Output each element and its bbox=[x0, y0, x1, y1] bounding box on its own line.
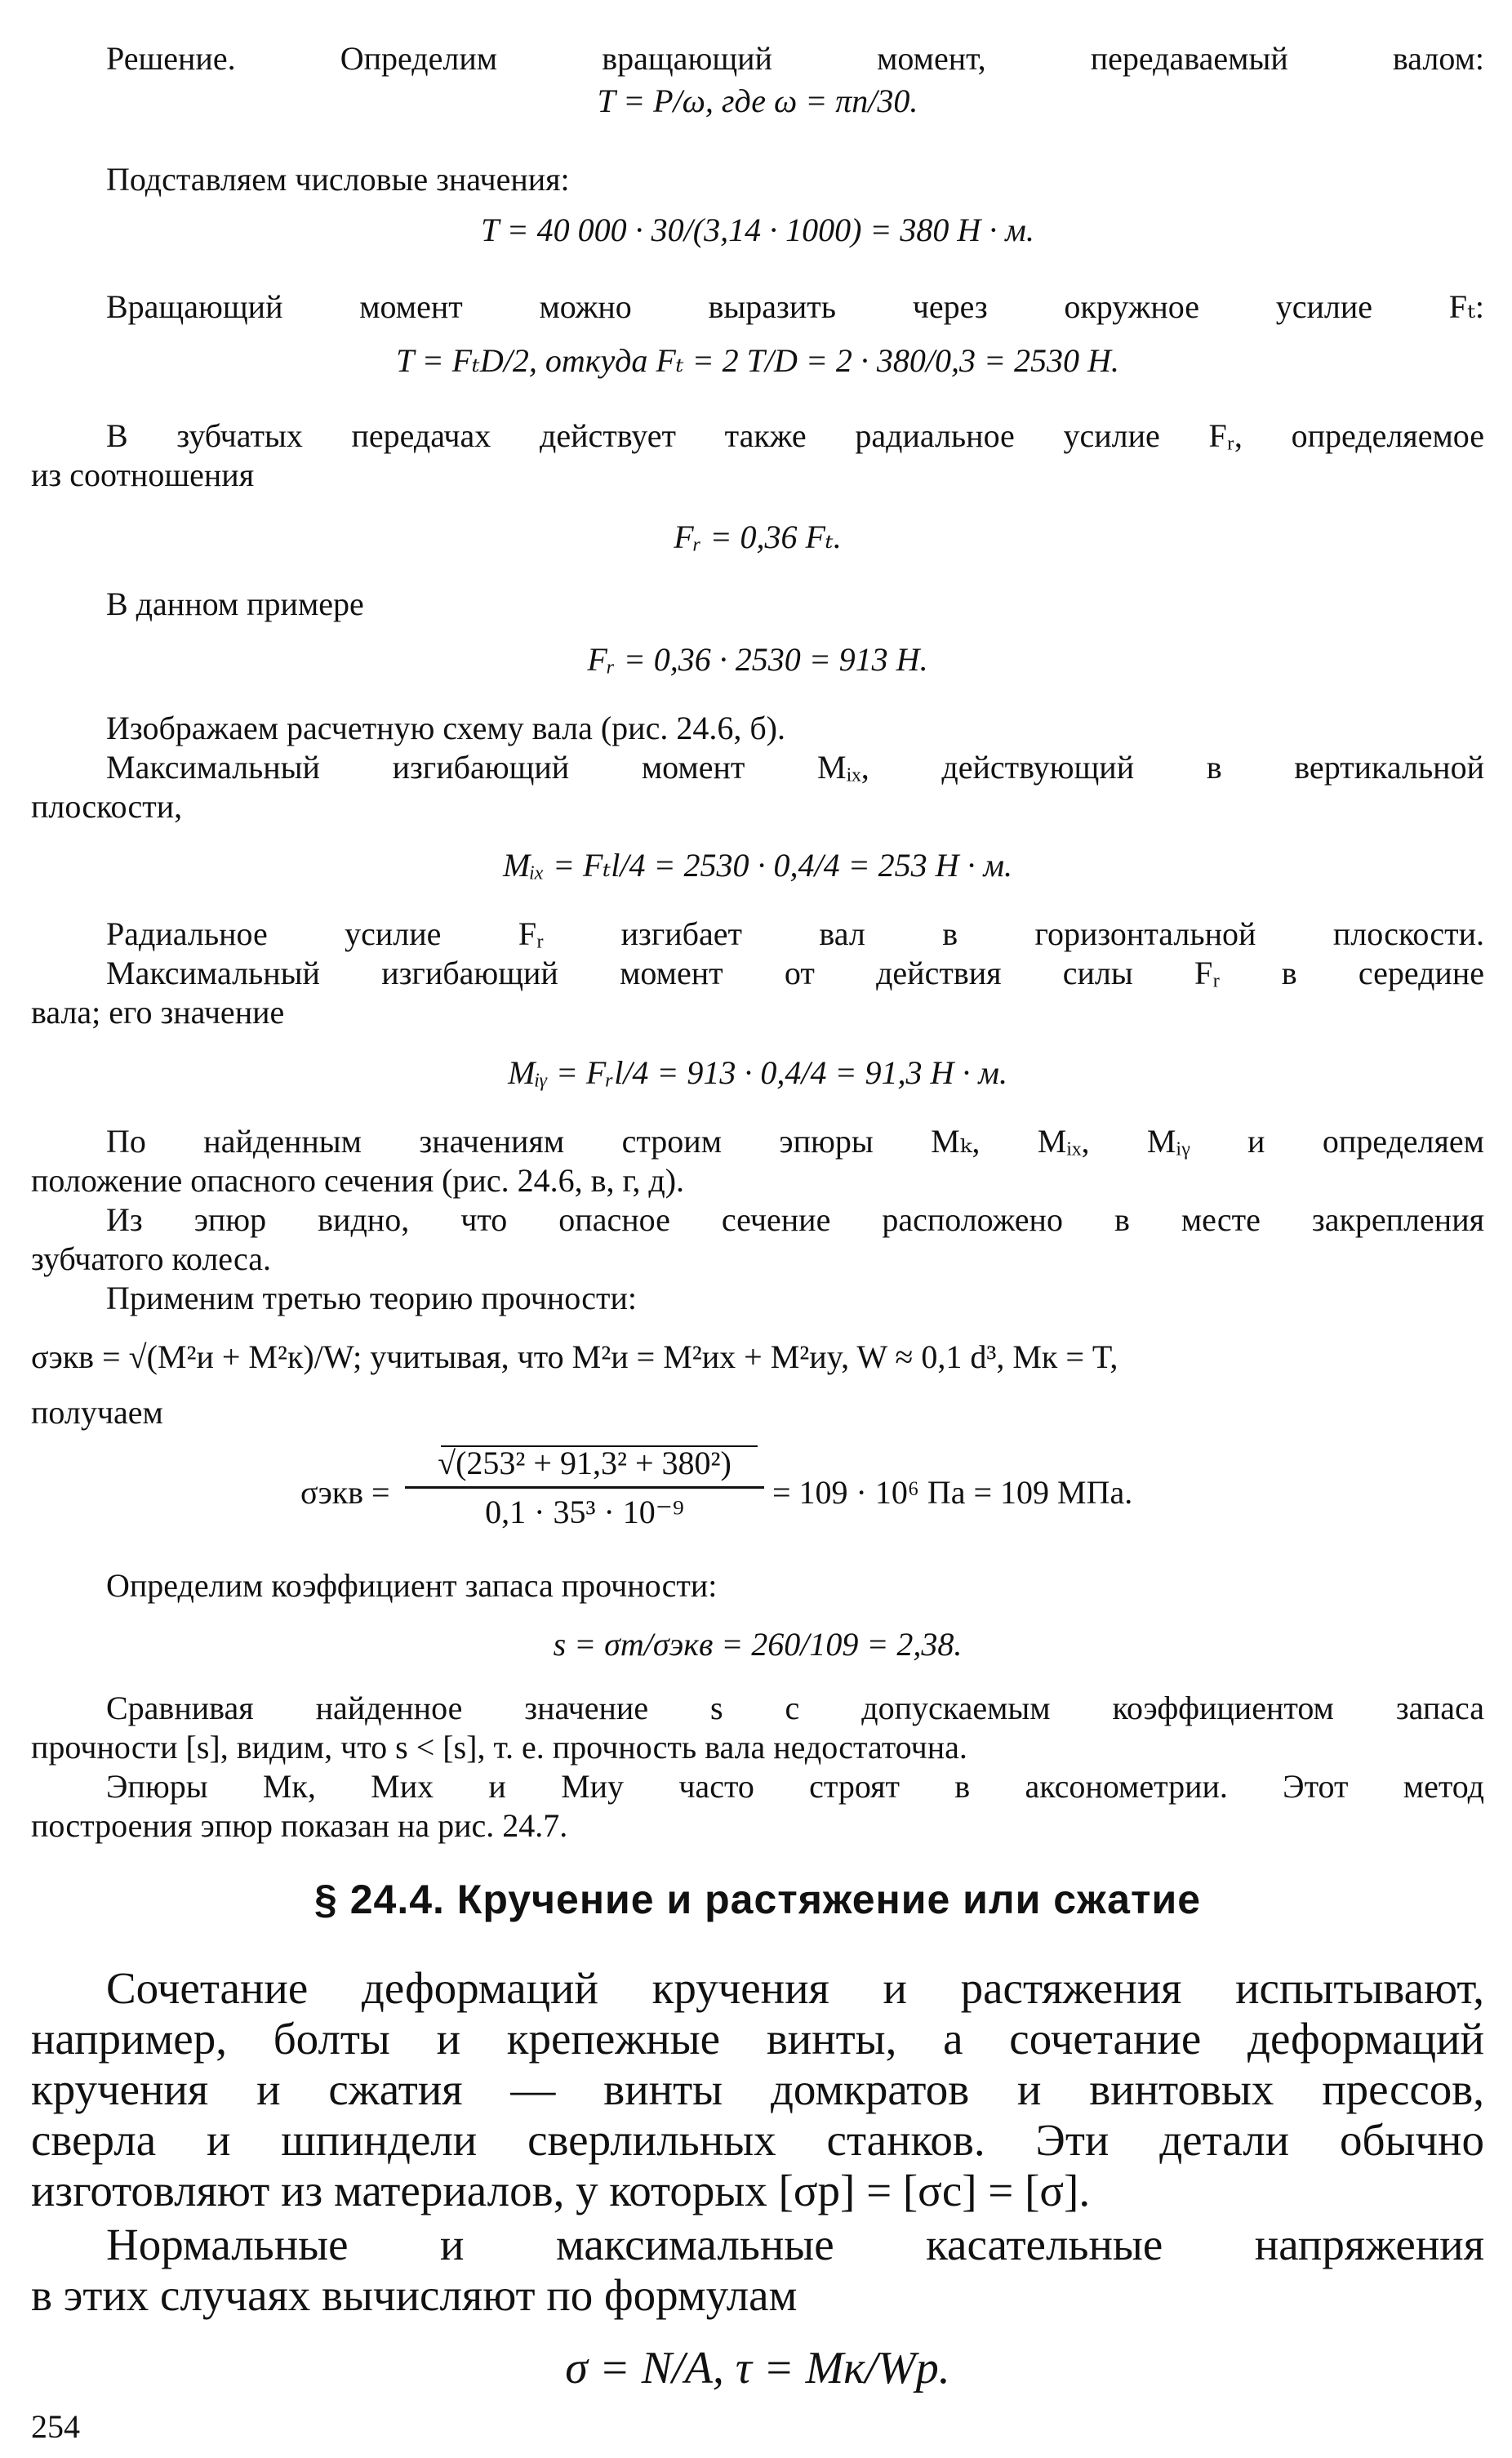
formula-rhs: = 109 · 10⁶ Па = 109 МПа. bbox=[772, 1474, 1133, 1511]
fraction-numerator: √(253² + 91,3² + 380²) bbox=[438, 1445, 732, 1481]
fraction-bar bbox=[405, 1486, 764, 1489]
formula-lhs: σэкв = bbox=[300, 1474, 390, 1511]
text-line: В данном примере bbox=[106, 586, 364, 622]
text-line: В зубчатых передачах действует также радиальное усилие Fᵣ, определяемое bbox=[106, 417, 1484, 454]
body-line: изготовляют из материалов, у которых [σр] = [σс] = [σ]. bbox=[31, 2166, 1091, 2215]
formula-line: σэкв = √(M²и + M²к)/W; учитывая, что M²и = M²иx + M²иy, W ≈ 0,1 d³, Mк = T, bbox=[31, 1338, 1118, 1375]
equation: Fᵣ = 0,36 · 2530 = 913 Н. bbox=[587, 641, 928, 678]
text-line: Подставляем числовые значения: bbox=[106, 161, 570, 198]
text-line: Определим коэффициент запаса прочности: bbox=[106, 1567, 718, 1604]
section-heading: § 24.4. Кручение и растяжение или сжатие bbox=[314, 1877, 1201, 1922]
text-line: Максимальный изгибающий момент от действия силы Fᵣ в середине bbox=[106, 955, 1484, 991]
text-line: Из эпюр видно, что опасное сечение расположено в месте закрепления bbox=[106, 1201, 1484, 1238]
text-line: Сравнивая найденное значение s с допускаемым коэффициентом запаса bbox=[106, 1690, 1484, 1726]
page-number: 254 bbox=[31, 2408, 80, 2445]
text-line: По найденным значениям строим эпюры Mₖ, Mᵢₓ, Mᵢᵧ и определяем bbox=[106, 1123, 1484, 1160]
text-line: Вращающий момент можно выразить через окружное усилие Fₜ: bbox=[106, 288, 1484, 325]
text-line: прочности [s], видим, что s < [s], т. е. прочность вала недостаточна. bbox=[31, 1729, 967, 1766]
text-line: Применим третью теорию прочности: bbox=[106, 1280, 637, 1316]
equation: σ = N/A, τ = Mк/Wp. bbox=[565, 2343, 950, 2393]
text-line: получаем bbox=[31, 1394, 163, 1431]
text-line: зубчатого колеса. bbox=[31, 1240, 272, 1277]
text-line: вала; его значение bbox=[31, 994, 285, 1031]
text-line: Эпюры Mк, Mиx и Mиy часто строят в аксонометрии. Этот метод bbox=[106, 1768, 1484, 1805]
fraction-denominator: 0,1 · 35³ · 10⁻⁹ bbox=[485, 1494, 684, 1530]
body-line: сверла и шпиндели сверлильных станков. Эти детали обычно bbox=[31, 2115, 1484, 2165]
equation: T = FₜD/2, откуда Fₜ = 2 T/D = 2 · 380/0,3 = 2530 Н. bbox=[396, 342, 1119, 379]
text-line: Максимальный изгибающий момент Mᵢₓ, действующий в вертикальной bbox=[106, 749, 1484, 786]
body-line: например, болты и крепежные винты, а сочетание деформаций bbox=[31, 2014, 1484, 2064]
equation: Mᵢₓ = Fₜl/4 = 2530 · 0,4/4 = 253 Н · м. bbox=[502, 847, 1013, 884]
body-line: Сочетание деформаций кручения и растяжения испытывают, bbox=[106, 1963, 1484, 2013]
text-line: положение опасного сечения (рис. 24.6, в, г, д). bbox=[31, 1162, 685, 1199]
text-line: Радиальное усилие Fᵣ изгибает вал в горизонтальной плоскости. bbox=[106, 915, 1484, 952]
equation: s = σт/σэкв = 260/109 = 2,38. bbox=[553, 1626, 963, 1663]
equation: Fᵣ = 0,36 Fₜ. bbox=[674, 519, 842, 555]
body-line: кручения и сжатия — винты домкратов и винтовых прессов, bbox=[31, 2064, 1484, 2114]
text-line: Изображаем расчетную схему вала (рис. 24.6, б). bbox=[106, 710, 785, 746]
text-line: Решение. Определим вращающий момент, передаваемый валом: bbox=[106, 40, 1484, 77]
text-line: из соотношения bbox=[31, 456, 255, 493]
equation: T = 40 000 · 30/(3,14 · 1000) = 380 Н · м. bbox=[481, 212, 1034, 248]
equation: T = P/ω, где ω = πn/30. bbox=[597, 82, 918, 119]
body-line: в этих случаях вычисляют по формулам bbox=[31, 2270, 798, 2320]
sigma-ekv-formula bbox=[300, 1444, 1280, 1542]
equation: Mᵢᵧ = Fᵣl/4 = 913 · 0,4/4 = 91,3 Н · м. bbox=[508, 1054, 1007, 1091]
text-line: плоскости, bbox=[31, 788, 183, 825]
body-line: Нормальные и максимальные касательные напряжения bbox=[106, 2220, 1484, 2269]
text-line: построения эпюр показан на рис. 24.7. bbox=[31, 1807, 568, 1844]
